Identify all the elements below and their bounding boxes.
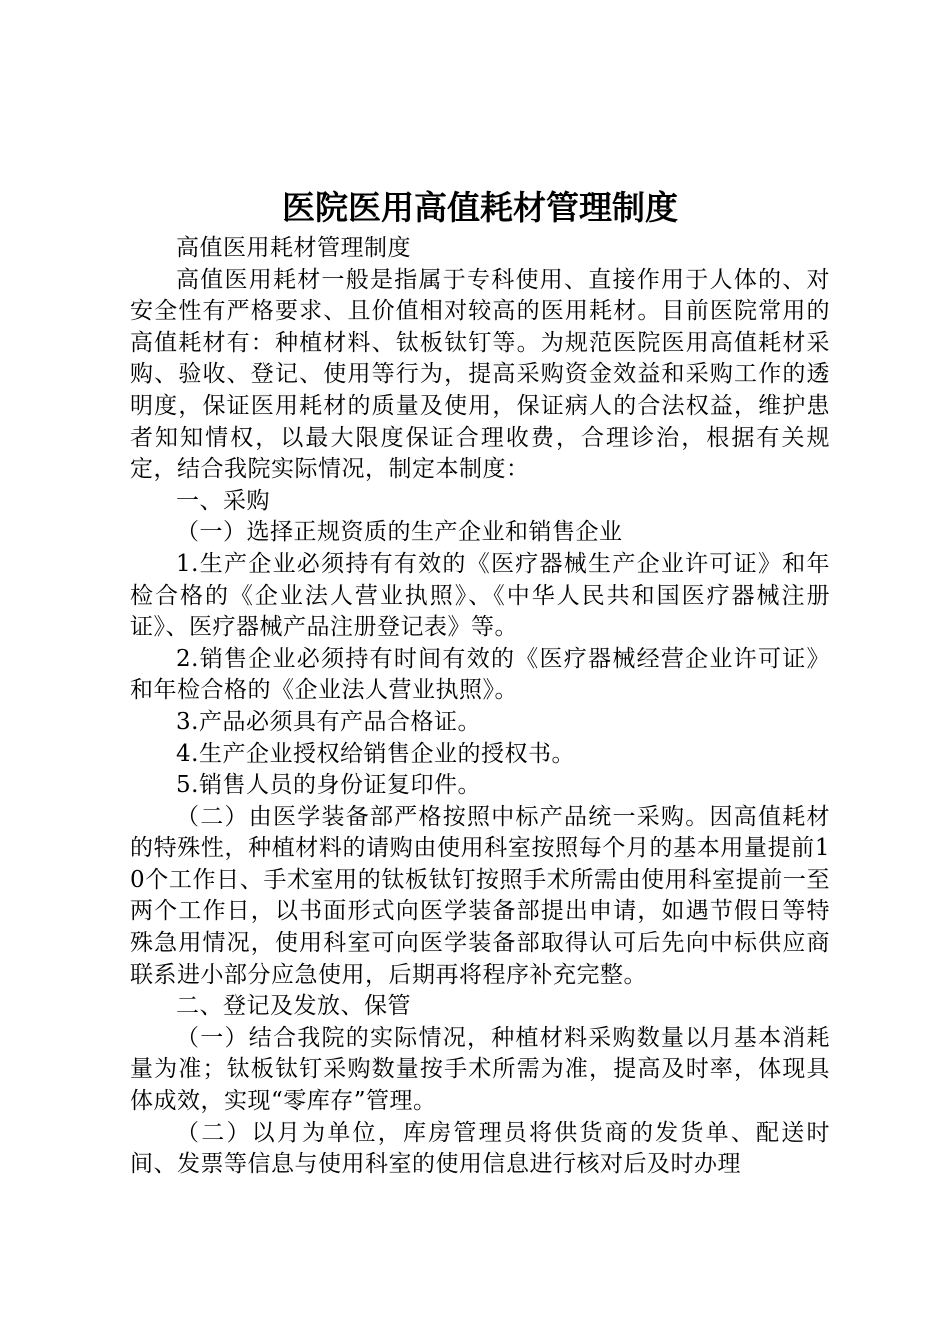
paragraph-unified-procurement: （二）由医学装备部严格按照中标产品统一采购。因高值耗材的特殊性，种植材料的请购由使用科室按照每个月的基本用量提前10个工作日、手术室用的钛板钛钉按照手术所需由使用科室提前一至两个工作日，以书面形式向医学装备部提出申请，如遇节假日等特殊急用情况，使用科室可向医学装备部取得认可后先向中标供应商联系进小部分应急使用，后期再将程序补充完整。 [130, 803, 830, 988]
list-item-5: 5.销售人员的身份证复印件。 [176, 772, 481, 799]
paragraph-monthly-check: （二）以月为单位，库房管理员将供货商的发货单、配送时间、发票等信息与使用科室的使用信息进行核对后及时办理 [130, 1119, 830, 1178]
document-title: 医院医用高值耗材管理制度 [282, 188, 678, 227]
list-item-4: 4.生产企业授权给销售企业的授权书。 [176, 740, 575, 767]
subsection-heading-qualified-suppliers: （一）选择正规资质的生产企业和销售企业 [176, 519, 623, 546]
document-body [130, 233, 830, 1181]
paragraph-subtitle: 高值医用耗材管理制度 [176, 235, 411, 261]
list-item-3: 3.产品必须具有产品合格证。 [176, 708, 481, 735]
section-heading-procurement: 一、采购 [176, 487, 270, 514]
document-page [130, 188, 830, 1181]
paragraph-zero-inventory: （一）结合我院的实际情况，种植材料采购数量以月基本消耗量为准；钛板钛钉采购数量按手术所需为准，提高及时率，体现具体成效，实现“零库存”管理。 [130, 1024, 830, 1115]
list-item-1: 1.生产企业必须持有有效的《医疗器械生产企业许可证》和年检合格的《企业法人营业执照》、《中华人民共和国医疗器械注册证》、医疗器械产品注册登记表》等。 [130, 550, 830, 641]
section-heading-registration: 二、登记及发放、保管 [176, 993, 411, 1020]
paragraph-intro: 高值医用耗材一般是指属于专科使用、直接作用于人体的、对安全性有严格要求、且价值相对较高的医用耗材。目前医院常用的高值耗材有：种植材料、钛板钛钉等。为规范医院医用高值耗材采购、验收、登记、使用等行为，提高采购资金效益和采购工作的透明度，保证医用耗材的质量及使用，保证病人的合法权益，维护患者知知情权，以最大限度保证合理收费，合理诊治，根据有关规定，结合我院实际情况，制定本制度： [130, 266, 830, 483]
list-item-2: 2.销售企业必须持有时间有效的《医疗器械经营企业许可证》和年检合格的《企业法人营业执照》。 [130, 645, 830, 704]
